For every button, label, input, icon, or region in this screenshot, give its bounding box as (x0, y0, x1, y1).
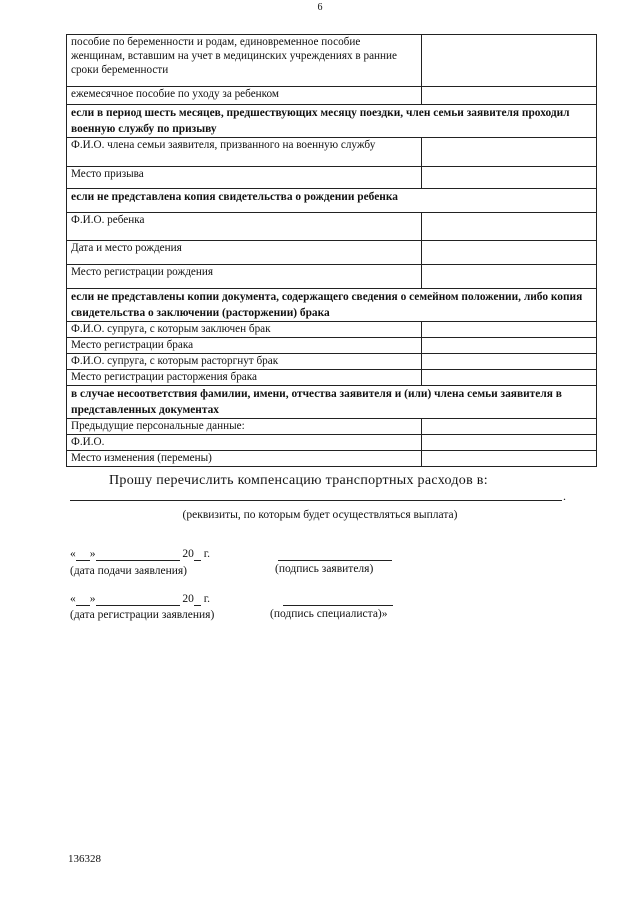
form-field-row (67, 167, 597, 189)
field-value-cell[interactable] (422, 370, 597, 386)
specialist-date-field[interactable] (70, 593, 210, 606)
applicant-signature-caption: (подпись заявителя) (275, 563, 374, 575)
quote-open: « (70, 593, 76, 605)
form-field-row (67, 322, 597, 338)
form-table-body (67, 35, 597, 467)
field-label: Место призыва (67, 167, 422, 189)
field-label: Ф.И.О. ребенка (67, 213, 422, 241)
form-field-row (67, 338, 597, 354)
payment-request-text: Прошу перечислить компенсацию транспортных расходов в: (109, 473, 488, 488)
field-value-cell[interactable] (422, 265, 597, 289)
section-header-row (67, 105, 597, 138)
form-field-row (67, 354, 597, 370)
field-value-cell[interactable] (422, 451, 597, 467)
field-label: Ф.И.О. супруга, с которым заключен брак (67, 322, 422, 338)
field-label: Предыдущие персональные данные: (67, 419, 422, 435)
specialist-month-blank[interactable] (96, 593, 180, 606)
field-value-cell[interactable] (422, 167, 597, 189)
form-field-row (67, 419, 597, 435)
field-label: Место регистрации расторжения брака (67, 370, 422, 386)
field-value-cell[interactable] (422, 138, 597, 167)
page-number: 6 (317, 2, 323, 13)
applicant-year-prefix: 20 (182, 548, 194, 560)
applicant-signature-field[interactable] (278, 548, 392, 561)
specialist-signature-field[interactable] (283, 593, 393, 606)
specialist-year-blank[interactable] (194, 593, 201, 606)
field-value-cell[interactable] (422, 354, 597, 370)
field-label: Ф.И.О. члена семьи заявителя, призванного на военную службу (67, 138, 422, 167)
section-header-row (67, 386, 597, 419)
field-value-cell[interactable] (422, 322, 597, 338)
field-label: пособие по беременности и родам, единовременное пособие женщинам, вставшим на учет в медицинских учреждениях в ранние сроки беременности (67, 35, 422, 87)
form-field-row (67, 451, 597, 467)
section-header: в случае несоответствия фамилии, имени, отчества заявителя и (или) члена семьи заявителя в представленных документах (67, 386, 597, 419)
field-label: Ф.И.О. (67, 435, 422, 451)
applicant-year-suffix: г. (200, 548, 211, 560)
field-label: Дата и место рождения (67, 241, 422, 265)
form-field-row (67, 138, 597, 167)
form-field-row (67, 35, 597, 87)
form-field-row (67, 435, 597, 451)
form-field-row (67, 370, 597, 386)
payment-details-end-mark: . (563, 489, 566, 503)
payment-details-caption: (реквизиты, по которым будет осуществляться выплата) (182, 509, 458, 521)
form-field-row (67, 213, 597, 241)
field-label: Место регистрации рождения (67, 265, 422, 289)
section-header: если не представлены копии документа, содержащего сведения о семейном положении, либо копия свидетельства о заключении (расторжении) брака (67, 289, 597, 322)
applicant-month-blank[interactable] (96, 548, 180, 561)
specialist-date-caption: (дата регистрации заявления) (70, 609, 215, 621)
document-code: 136328 (68, 853, 101, 865)
form-field-row (67, 265, 597, 289)
field-label: ежемесячное пособие по уходу за ребенком (67, 87, 422, 105)
quote-close: » (89, 548, 96, 560)
form-field-row (67, 87, 597, 105)
field-value-cell[interactable] (422, 241, 597, 265)
section-header-row (67, 289, 597, 322)
field-label: Место изменения (перемены) (67, 451, 422, 467)
applicant-year-blank[interactable] (194, 548, 201, 561)
section-header: если не представлена копия свидетельства о рождении ребенка (67, 189, 597, 213)
section-header-row (67, 189, 597, 213)
applicant-date-field[interactable] (70, 548, 210, 561)
quote-close: » (89, 593, 96, 605)
quote-open: « (70, 548, 76, 560)
field-value-cell[interactable] (422, 419, 597, 435)
applicant-day-blank[interactable] (76, 548, 90, 561)
field-value-cell[interactable] (422, 87, 597, 105)
specialist-day-blank[interactable] (76, 593, 90, 606)
field-value-cell[interactable] (422, 338, 597, 354)
specialist-signature-caption: (подпись специалиста)» (270, 608, 388, 620)
section-header: если в период шесть месяцев, предшествующих месяцу поездки, член семьи заявителя проходил военную службу по призыву (67, 105, 597, 138)
applicant-date-caption: (дата подачи заявления) (70, 565, 187, 577)
payment-details-field[interactable] (70, 500, 562, 501)
field-value-cell[interactable] (422, 35, 597, 87)
application-form-table (66, 34, 597, 467)
form-field-row (67, 241, 597, 265)
field-value-cell[interactable] (422, 435, 597, 451)
field-value-cell[interactable] (422, 213, 597, 241)
field-label: Ф.И.О. супруга, с которым расторгнут брак (67, 354, 422, 370)
specialist-year-suffix: г. (200, 593, 211, 605)
field-label: Место регистрации брака (67, 338, 422, 354)
specialist-year-prefix: 20 (182, 593, 194, 605)
